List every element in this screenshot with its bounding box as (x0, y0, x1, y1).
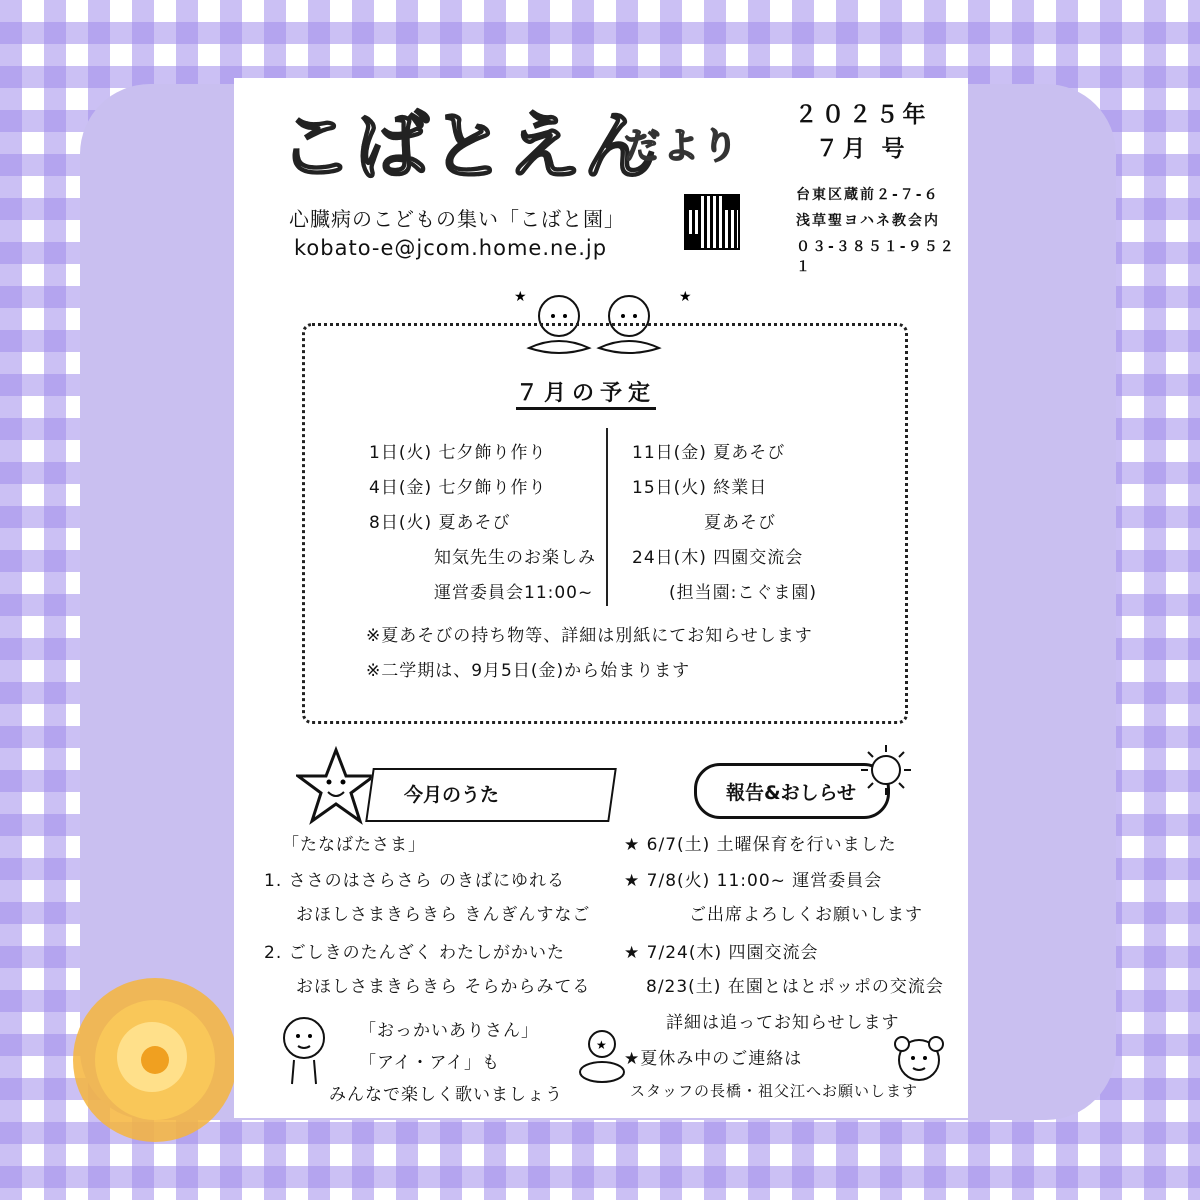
news-item: スタッフの長橋・祖父江へお願いします (630, 1082, 919, 1100)
newsletter-title: こばとえん (279, 88, 659, 194)
news-heading: 報告&おしらせ (726, 782, 856, 804)
song-line: 1. ささのはさらさら のきばにゆれる (264, 871, 566, 891)
news-item: ★ 7/8(火) 11:00~ 運営委員会 (624, 871, 883, 891)
monkey-icon (274, 1008, 334, 1088)
news-item: 詳細は追ってお知らせします (666, 1013, 900, 1033)
schedule-divider (606, 428, 608, 606)
phone: ０３-３８５１-９５２１ (796, 239, 956, 275)
song-line: おほしさまきらきら きんぎんすなご (296, 905, 591, 925)
schedule-title: ７月の予定 (516, 376, 656, 410)
song-heading: 今月のうた (404, 784, 500, 806)
smiling-star-icon (296, 746, 376, 826)
news-item: ★夏休み中のご連絡は (624, 1049, 803, 1069)
flower-decoration (60, 965, 250, 1155)
schedule-item: 4日(金) 七夕飾り作り (369, 478, 547, 498)
news-item: ★ 7/24(木) 四園交流会 (624, 943, 819, 963)
schedule-item: 1日(火) 七夕飾り作り (369, 443, 547, 463)
place: 浅草聖ヨハネ教会内 (796, 213, 940, 229)
schedule-item: 運営委員会11:00~ (434, 583, 594, 603)
issue-year: ２０２５年 (794, 101, 930, 128)
song-line: おほしさまきらきら そらからみてる (296, 977, 591, 997)
news-item: ★ 6/7(土) 土曜保育を行いました (624, 835, 897, 855)
svg-text:★: ★ (679, 289, 692, 305)
song-line: 2. ごしきのたんざく わたしがかいた (264, 943, 566, 963)
schedule-item: 24日(木) 四園交流会 (632, 548, 804, 568)
bear-icon (884, 1026, 954, 1096)
schedule-item: (担当園:こぐま園) (669, 583, 817, 603)
song-title: 「たなばたさま」 (282, 835, 426, 855)
issue-month: ７月 号 (815, 135, 909, 162)
schedule-note: ※夏あそびの持ち物等、詳細は別紙にてお知らせします (366, 626, 813, 646)
star-kids-icon (572, 1026, 632, 1086)
svg-text:★: ★ (596, 1038, 607, 1052)
news-item: ご出席よろしくお願いします (689, 905, 923, 925)
schedule-item: 15日(火) 終業日 (632, 478, 768, 498)
email-text: kobato-e@jcom.home.ne.jp (294, 236, 608, 260)
schedule-item: 11日(金) 夏あそび (632, 443, 786, 463)
newsletter-title-suffix: だより (624, 126, 742, 167)
schedule-item: 8日(火) 夏あそび (369, 513, 511, 533)
song-extra: 「おっかいありさん」 (359, 1021, 539, 1041)
schedule-item: 知気先生のお楽しみ (434, 548, 596, 568)
qr-code-icon (686, 196, 738, 248)
song-extra: 「アイ・アイ」も (359, 1053, 500, 1073)
org-name: 心臓病のこどもの集い「こばと園」 (289, 207, 625, 231)
schedule-item: 夏あそび (704, 513, 776, 533)
news-item: 8/23(土) 在園とはとポッポの交流会 (646, 977, 944, 997)
svg-text:★: ★ (514, 289, 527, 305)
sun-icon (859, 743, 913, 797)
schedule-note: ※二学期は、9月5日(金)から始まります (366, 661, 691, 681)
newsletter-page (234, 78, 968, 1118)
song-extra: みんなで楽しく歌いましょう (329, 1085, 563, 1105)
address: 台東区蔵前２-７-６ (796, 187, 940, 203)
